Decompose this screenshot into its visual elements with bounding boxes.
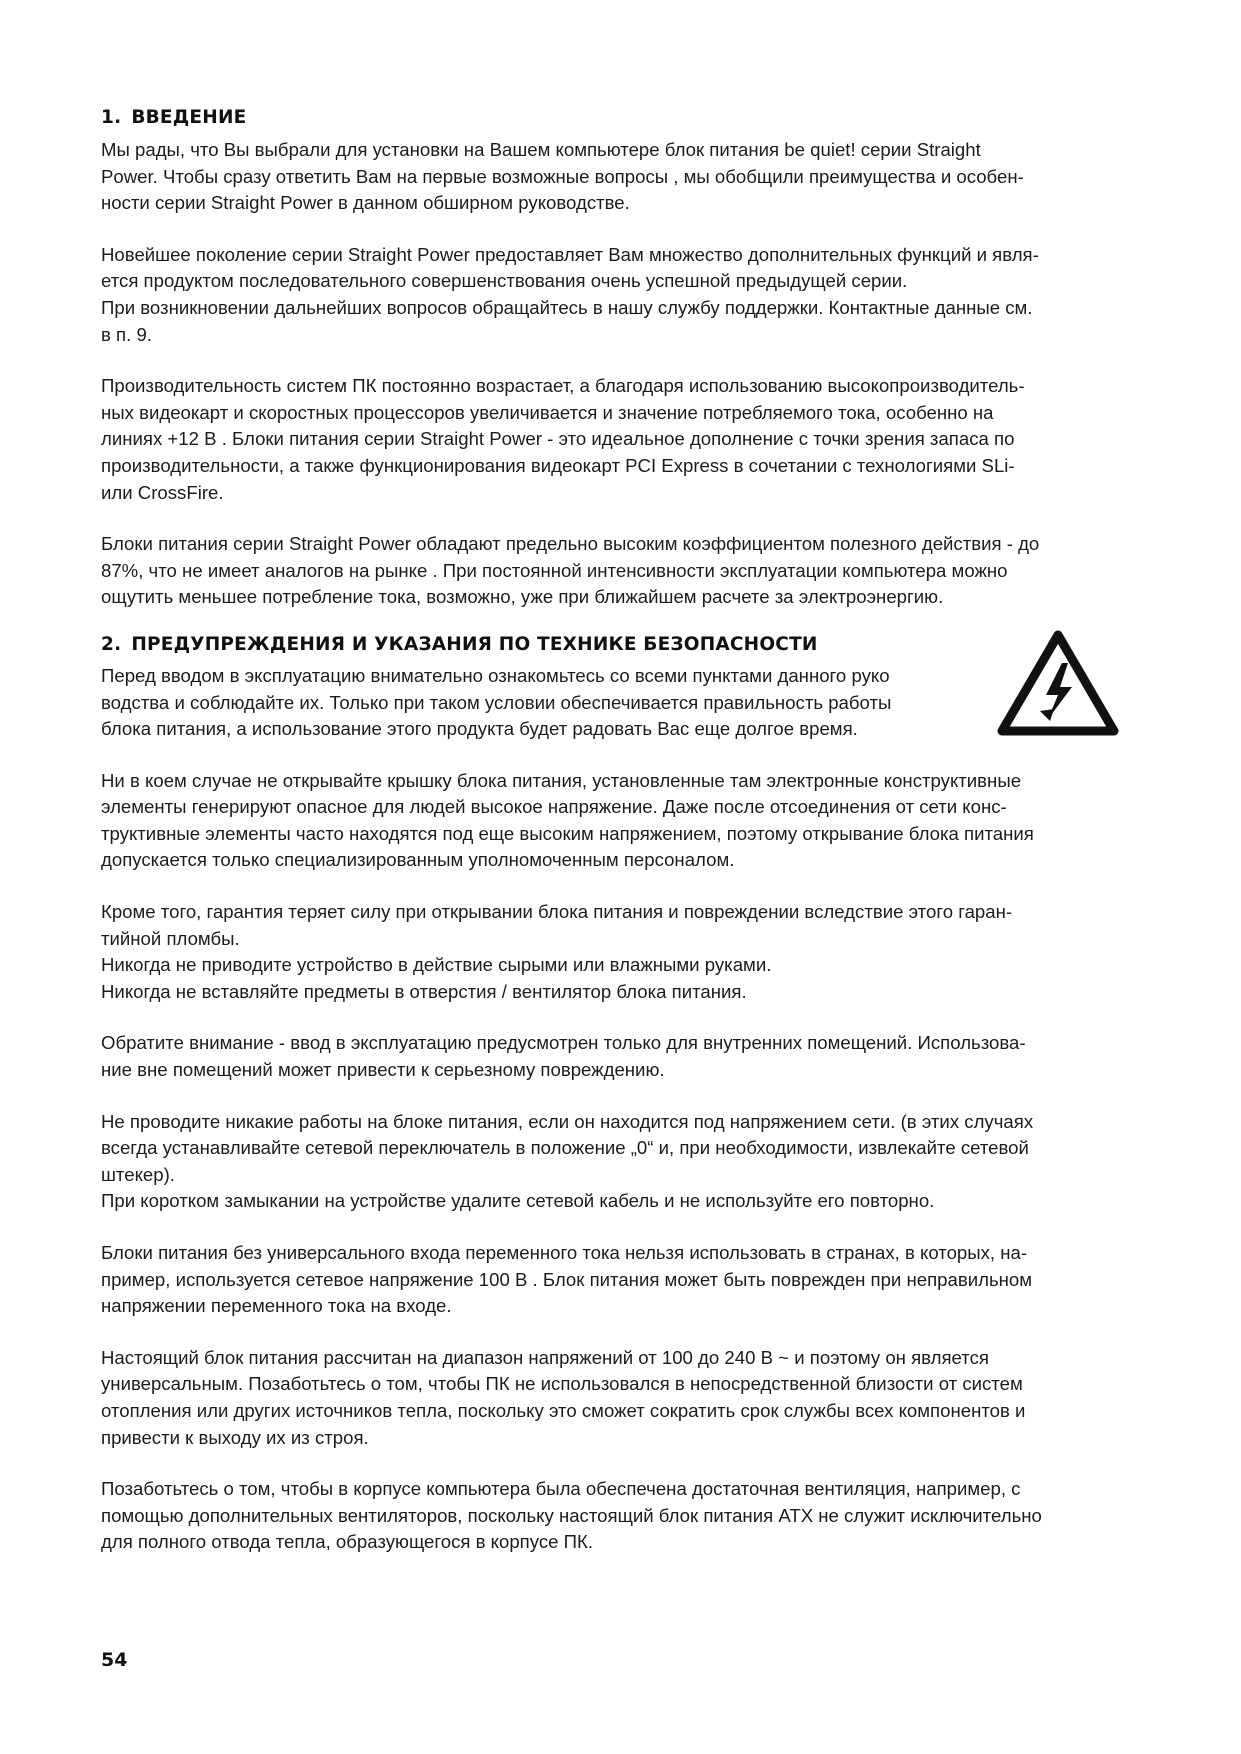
page-content <box>101 106 1151 1556</box>
section-1-heading <box>101 106 1151 130</box>
section-2-title: ПРЕДУПРЕЖДЕНИЯ И УКАЗАНИЯ ПО ТЕХНИКЕ БЕЗОПАСНОСТИ <box>131 633 818 655</box>
section-1-paragraph-1: Мы рады, что Вы выбрали для установки на Вашем компьютере блок питания be quiet! серии Straight Power. Чтобы сразу ответить Вам на первые возможные вопросы , мы обобщили преимущества и особен- ности серии Straight Power в данном обширном руководстве. <box>101 139 1024 214</box>
section-1-number: 1. <box>101 107 122 128</box>
section-2-paragraph-4: Обратите внимание - ввод в эксплуатацию предусмотрен только для внутренних помещений. Использова- ние вне помещений может привести к серьезному повреждению. <box>101 1032 1026 1081</box>
section-1-paragraph-4: Блоки питания серии Straight Power обладают предельно высоким коэффициентом полезного действия - до 87%, что не имеет аналогов на рынке . При постоянной интенсивности эксплуатации компьютера можно ощутить меньшее потребление тока, возможно, уже при ближайшем расчете за электроэнергию. <box>101 533 1040 608</box>
section-2-paragraph-1: Перед вводом в эксплуатацию внимательно ознакомьтесь со всеми пунктами данного руко водства и соблюдайте их. Только при таком условии обеспечивается правильность работы блока питания, а использование этого продукта будет радовать Вас еще долгое время. <box>101 664 892 740</box>
section-1-paragraph-3: Производительность систем ПК постоянно возрастает, а благодаря использованию высокопроизводитель- ных видеокарт и скоростных процессоров увеличивается и значение потребляемого тока, особенно на линиях +12 В . Блоки питания серии Straight Power - это идеальное дополнение с точки зрения запаса по производительности, а также функционирования видеокарт PCI Express в сочетании с технологиями SLi- или CrossFire. <box>101 375 1025 503</box>
section-2-paragraph-5: Не проводите никакие работы на блоке питания, если он находится под напряжением сети. (в этих случаях всегда устанавливайте сетевой переключатель в положение „0“ и, при необходимости, извлекайте сетевой штекер). При коротком замыкании на устройстве удалите сетевой кабель и не используйте его повторно. <box>101 1110 1034 1212</box>
safety-intro-block <box>101 663 1151 743</box>
section-1-title: ВВЕДЕНИЕ <box>131 107 247 128</box>
section-2-paragraph-3: Кроме того, гарантия теряет силу при открывании блока питания и повреждении вследствие этого гаран- тийной пломбы. Никогда не приводите устройство в действие сырыми или влажными руками. Никогда не вставляйте предметы в отверстия / вентилятор блока питания. <box>101 901 1013 1002</box>
section-2-paragraph-2: Ни в коем случае не открывайте крышку блока питания, установленные там электронные конструктивные элементы генерируют опасное для людей высокое напряжение. Даже после отсоединения от сети конс- труктивные элементы часто находятся под еще высоким напряжением, поэтому открывание блока питания допускается только специализированным уполномоченным персоналом. <box>101 769 1034 871</box>
section-2-heading <box>101 633 1151 657</box>
section-2-paragraph-7: Настоящий блок питания рассчитан на диапазон напряжений от 100 до 240 В ~ и поэтому он является универсальным. Позаботьтесь о том, чтобы ПК не использовался в непосредственной близости от систем отопления или других источников тепла, поскольку это сможет сократить срок службы всех компонентов и привести к выходу их из строя. <box>101 1346 1026 1448</box>
section-2-number: 2. <box>101 633 122 655</box>
high-voltage-warning-icon <box>996 629 1120 739</box>
section-2-paragraph-6: Блоки питания без универсального входа переменного тока нельзя использовать в странах, в которых, на- пример, используется сетевое напряжение 100 В . Блок питания может быть поврежден при неправильном напряжении переменного тока на входе. <box>101 1242 1033 1317</box>
section-1-paragraph-2: Новейшее поколение серии Straight Power предоставляет Вам множество дополнительных функций и явля- ется продуктом последовательного совершенствования очень успешной предыдущей серии. При возникновении дальнейших вопросов обращайтесь в нашу службу поддержки. Контактные данные см. в п. 9. <box>101 243 1039 345</box>
page-number: 54 <box>101 1649 128 1671</box>
section-2-paragraph-8: Позаботьтесь о том, чтобы в корпусе компьютера была обеспечена достаточная вентиляция, например, с помощью дополнительных вентиляторов, поскольку настоящий блок питания ATX не служит исключительно для полного отвода тепла, образующегося в корпусе ПК. <box>101 1478 1042 1553</box>
